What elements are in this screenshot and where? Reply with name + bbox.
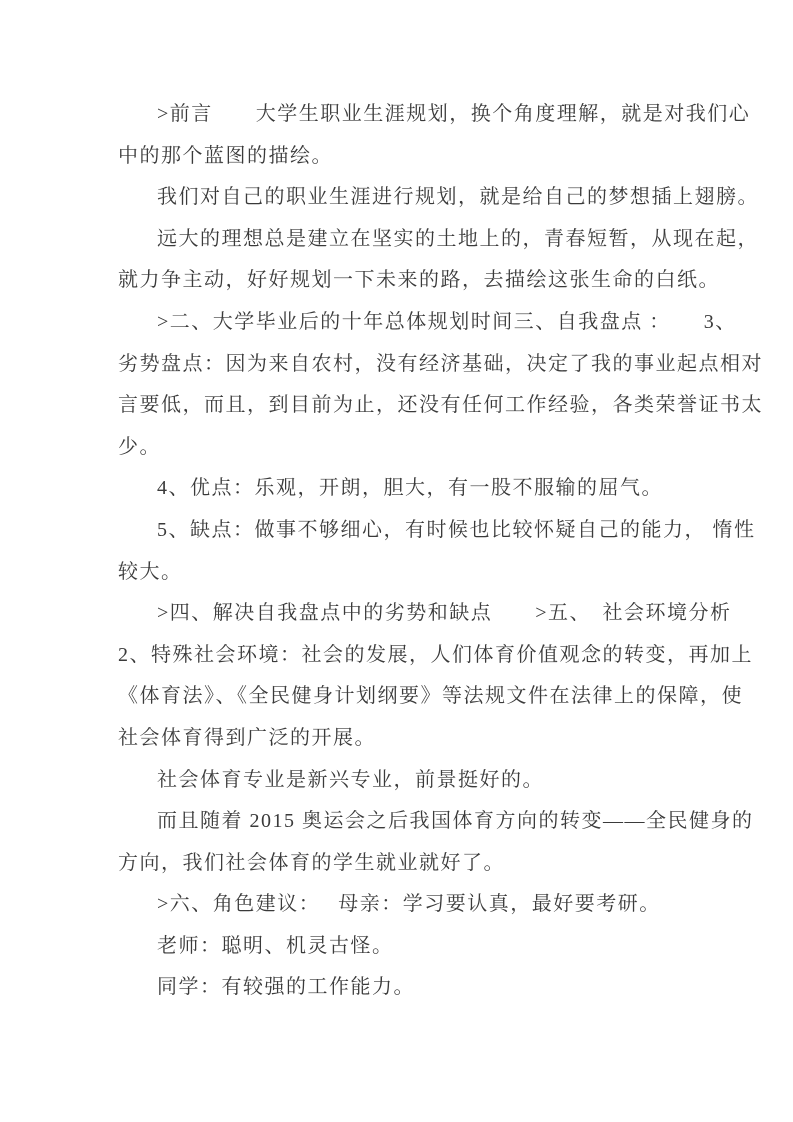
text-line: 远大的理想总是建立在坚实的土地上的，青春短暂，从现在起， <box>157 227 759 250</box>
text-line: >四、解决自我盘点中的劣势和缺点 >五、 社会环境分析 <box>157 602 732 625</box>
text-line: 老师：聪明、机灵古怪。 <box>157 934 394 957</box>
text-line: 方向，我们社会体育的学生就业就好了。 <box>118 851 505 874</box>
text-line: 《体育法》、《全民健身计划纲要》等法规文件在法律上的保障，使 <box>118 685 743 708</box>
text-line: 就力争主动，好好规划一下未来的路，去描绘这张生命的白纸。 <box>118 269 720 292</box>
text-line: >六、角色建议： 母亲：学习要认真，最好要考研。 <box>157 893 661 916</box>
text-line: 劣势盘点：因为来自农村，没有经济基础，决定了我的事业起点相对 <box>118 352 763 375</box>
text-line: >二、大学毕业后的十年总体规划时间三、自我盘点 ： 3、 <box>157 310 737 333</box>
text-line: >前言 大学生职业生涯规划，换个角度理解，就是对我们心 <box>157 103 751 125</box>
text-line: 社会体育专业是新兴专业，前景挺好的。 <box>157 768 544 791</box>
text-line: 少。 <box>118 435 161 458</box>
text-line: 较大。 <box>118 560 183 583</box>
text-line: 中的那个蓝图的描绘。 <box>118 144 333 167</box>
text-line: 5、缺点：做事不够细心，有时候也比较怀疑自己的能力， 惰性 <box>157 518 756 541</box>
text-line: 4、优点：乐观，开朗，胆大，有一股不服输的屈气。 <box>157 477 663 500</box>
text-line: 而且随着 2015 奥运会之后我国体育方向的转变——全民健身的 <box>157 810 754 833</box>
document-body <box>118 94 763 1009</box>
text-line: 同学：有较强的工作能力。 <box>157 976 415 999</box>
text-line: 社会体育得到广泛的开展。 <box>118 726 376 749</box>
text-line: 我们对自己的职业生涯进行规划，就是给自己的梦想插上翅膀。 <box>157 186 759 209</box>
text-line: 言要低，而且，到目前为止，还没有任何工作经验，各类荣誉证书太 <box>118 394 763 417</box>
text-line: 2、特殊社会环境：社会的发展，人们体育价值观念的转变，再加上 <box>118 643 753 666</box>
